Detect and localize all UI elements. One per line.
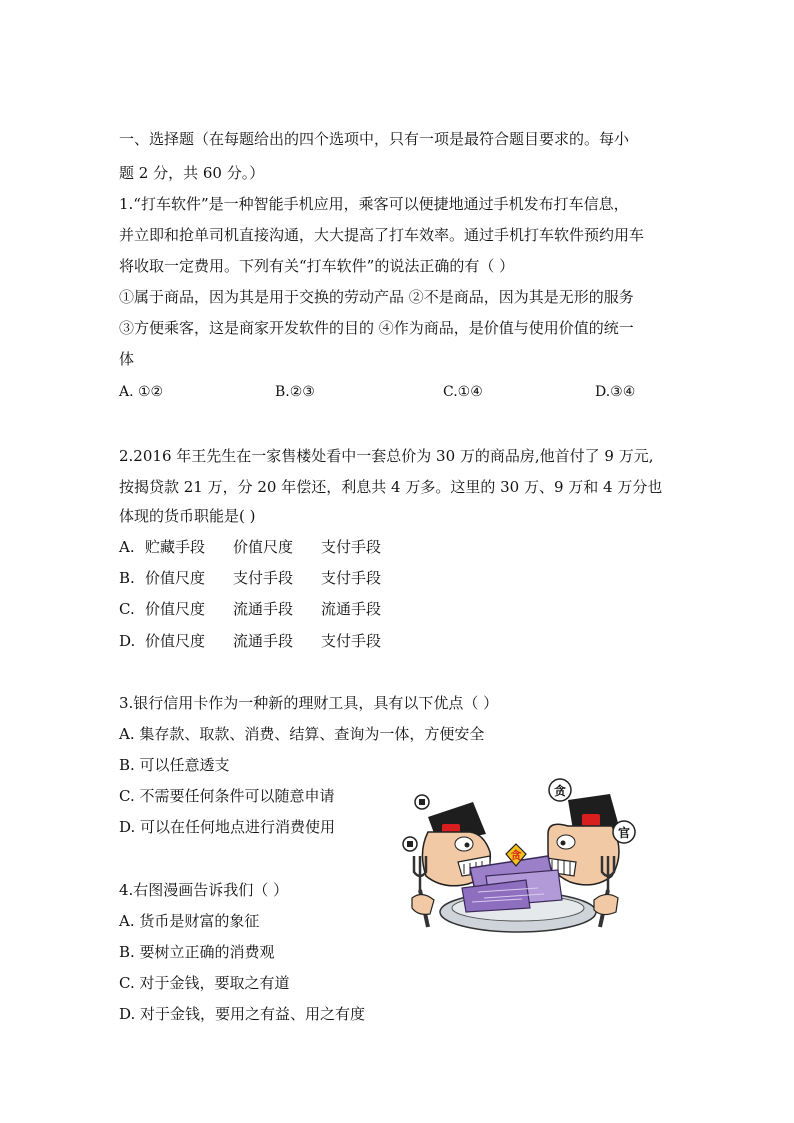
option-term-2: 流通手段 xyxy=(233,600,294,618)
q2-line3: 体现的货币职能是( ) xyxy=(119,507,256,525)
option-term-2: 流通手段 xyxy=(233,632,294,650)
q4-option-a: A. 货币是财富的象征 xyxy=(119,912,260,930)
option-term-1: 价值尺度 xyxy=(145,569,206,587)
option-term-3: 支付手段 xyxy=(321,569,382,587)
option-letter: B. xyxy=(119,569,135,587)
q3-option-c: C. 不需要任何条件可以随意申请 xyxy=(119,787,335,805)
q1-option-d: D.③④ xyxy=(595,384,636,400)
q2-line1: 2.2016 年王先生在一家售楼处看中一套总价为 30 万的商品房,他首付了 9 万元, xyxy=(119,447,654,465)
q1-line1: 1.“打车软件”是一种智能手机应用，乘客可以便捷地通过手机发布打车信息， xyxy=(119,195,629,213)
tan-label: 贪 xyxy=(553,784,567,798)
q1-line4: ①属于商品，因为其是用于交换的劳动产品 ②不是商品，因为其是无形的服务 xyxy=(119,288,634,306)
option-term-3: 支付手段 xyxy=(321,538,382,556)
q4-stem: 4.右图漫画告诉我们（ ） xyxy=(119,881,289,899)
q1-line2: 并立即和抢单司机直接沟通，大大提高了打车效率。通过手机打车软件预约用车 xyxy=(119,226,645,244)
q1-line6: 体 xyxy=(119,350,135,368)
q1-option-b: B.②③ xyxy=(275,384,315,400)
option-letter: D. xyxy=(119,632,136,650)
corrupt-officials-cartoon xyxy=(398,772,643,937)
q2-option-b xyxy=(119,568,381,588)
q3-option-b: B. 可以任意透支 xyxy=(119,756,230,774)
q3-option-a: A. 集存款、取款、消费、结算、查询为一体，方便安全 xyxy=(119,725,485,743)
q1-option-a: A. ①② xyxy=(119,384,164,400)
q4-option-c: C. 对于金钱，要取之有道 xyxy=(119,974,290,992)
option-term-1: 价值尺度 xyxy=(145,600,206,618)
option-term-3: 支付手段 xyxy=(321,632,382,650)
center-label: 贪 xyxy=(510,849,522,862)
q2-option-d xyxy=(119,631,381,651)
q3-option-d: D. 可以在任何地点进行消费使用 xyxy=(119,818,336,836)
q1-line5: ③方便乘客，这是商家开发软件的目的 ④作为商品，是价值与使用价值的统一 xyxy=(119,319,634,337)
section-heading-line1: 一、选择题（在每题给出的四个选项中，只有一项是最符合题目要求的。每小 xyxy=(119,130,630,148)
q4-option-d: D. 对于金钱，要用之有益、用之有度 xyxy=(119,1005,366,1023)
option-letter: C. xyxy=(119,600,135,618)
option-letter: A. xyxy=(119,538,135,556)
q3-stem: 3.银行信用卡作为一种新的理财工具，具有以下优点（ ） xyxy=(119,694,499,712)
q2-option-a xyxy=(119,537,381,557)
q1-line3: 将收取一定费用。下列有关“打车软件”的说法正确的有（ ） xyxy=(119,257,515,275)
section-heading-line2: 题 2 分，共 60 分。） xyxy=(119,164,265,182)
q1-option-c: C.①④ xyxy=(443,384,483,400)
q2-option-c xyxy=(119,599,381,619)
q4-option-b: B. 要树立正确的消费观 xyxy=(119,943,275,961)
option-term-2: 价值尺度 xyxy=(233,538,294,556)
q2-line2: 按揭贷款 21 万，分 20 年偿还，利息共 4 万多。这里的 30 万、9 万和 4 万分也 xyxy=(119,478,663,496)
guan-label: 官 xyxy=(617,826,631,840)
option-term-1: 价值尺度 xyxy=(145,632,206,650)
option-term-1: 贮藏手段 xyxy=(145,538,206,556)
option-term-3: 流通手段 xyxy=(321,600,382,618)
option-term-2: 支付手段 xyxy=(233,569,294,587)
